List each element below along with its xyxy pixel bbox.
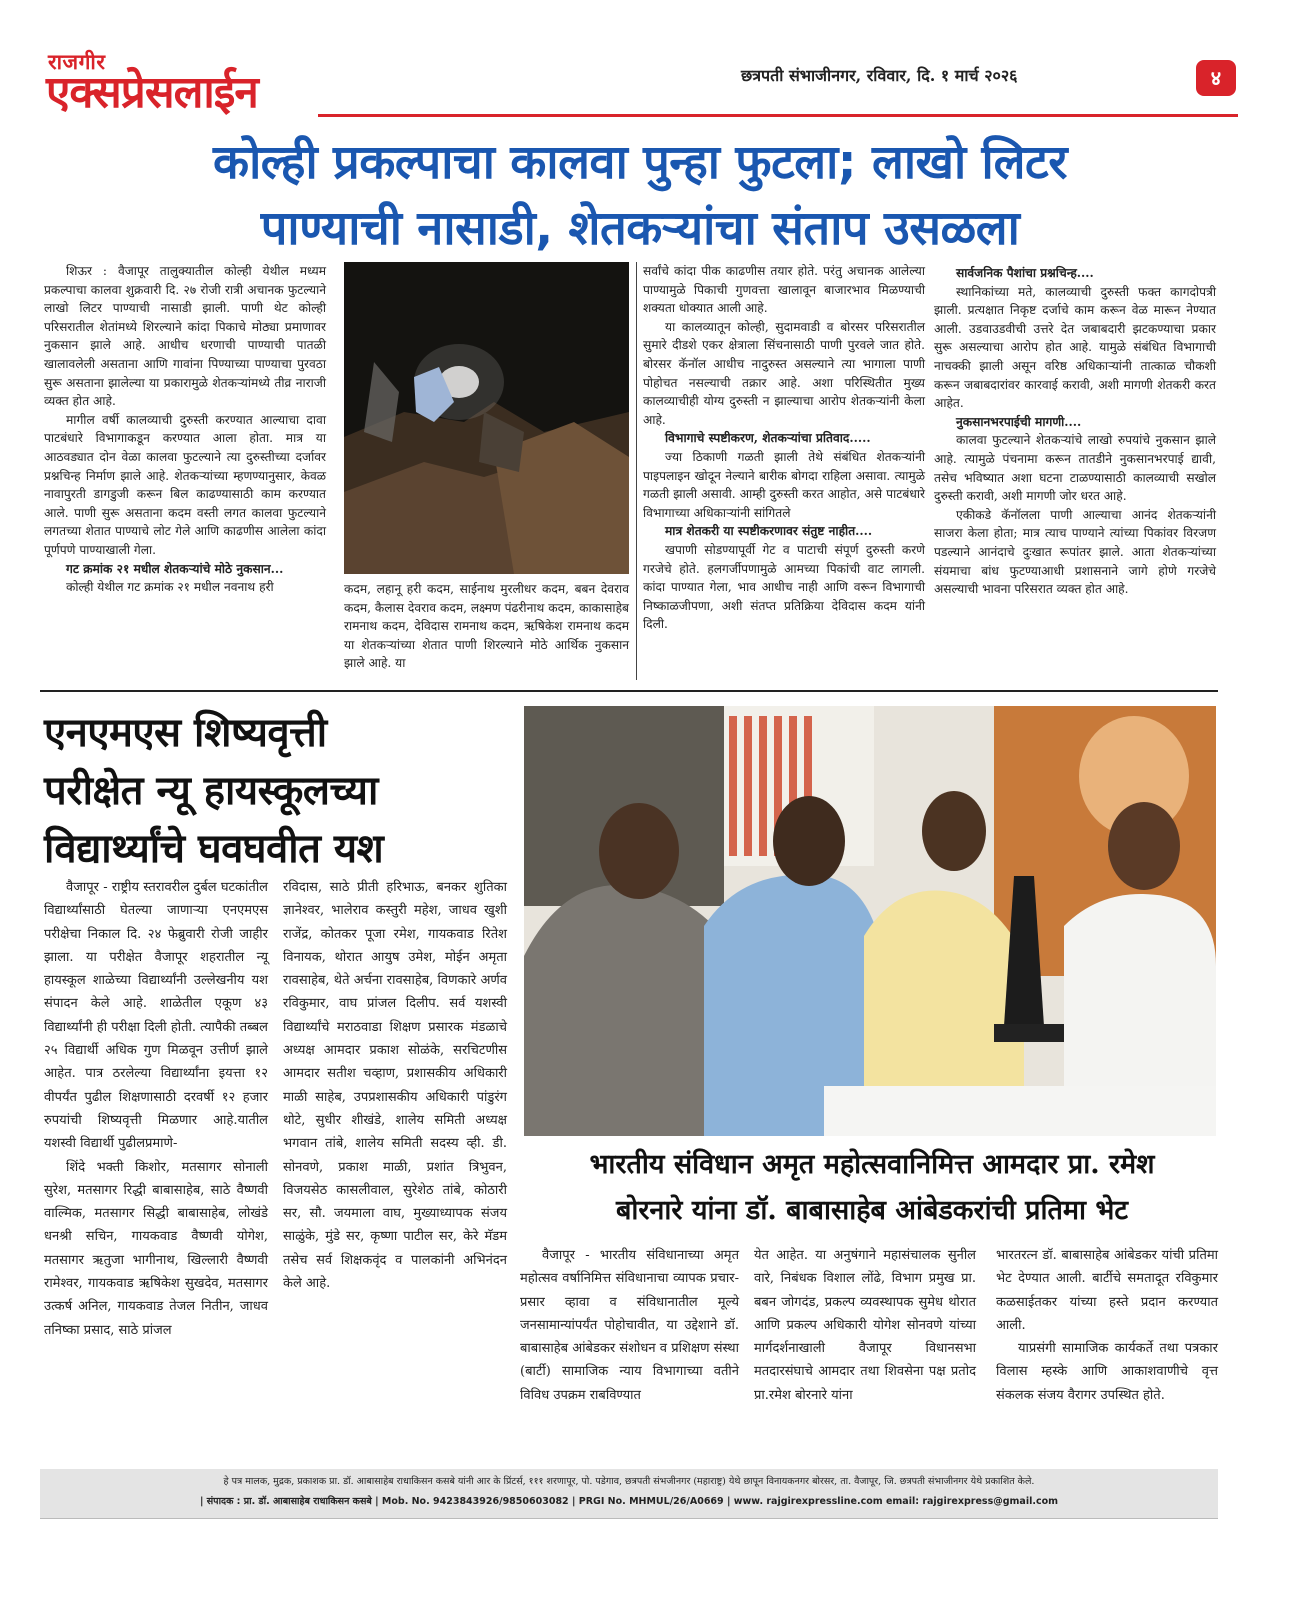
paragraph: रविदास, साठे प्रीती हरिभाऊ, बनकर शुतिका ज्ञानेश्वर, भालेराव कस्तुरी महेश, जाधव खुशी राजेंद्र, कोतकर पूजा रमेश, गायकवाड रितेश विनायक, थोरात आयुष उमेश, मोईन अमृता रावसाहेब, थेते अर्चना रावसाहेब, विणकारे अर्णव रविकुमार, वाघ प्रांजल दिलीप. सर्व यशस्वी विद्यार्थ्यांचे मराठवाडा शिक्षण प्रसारक मंडळाचे अध्यक्ष आमदार प्रकाश सोळंके, सरचिटणीस आमदार सतीश चव्हाण, प्रशासकीय अधिकारी माळी साहेब, उपप्रशासकीय अधिकारी पांडुरंग थोटे, सुधीर शीखंडे, शालेय समिती अध्यक्ष भगवान तांबे, शालेय समिती सदस्य व्ही. डी. सोनवणे, प्रकाश माळी, प्रशांत त्रिभुवन, विजयसेठ कासलीवाल, सुरेशेठ तांबे, कोठारी सर, सौ. जयमाला वाघ, मुख्याध्यापक संजय साळुंके, मुंडे सर, कृष्णा पाटील सर, केरे मॅडम तसेच सर्व शिक्षकवृंद व पालकांनी अभिनंदन केले आहे. [283,880,507,1292]
contact-line: | संपादक : प्रा. डॉ. आबासाहेब राधाकिसन कसबे | Mob. No. 9423843926/9850603082 | PRGI No. MHMUL/26/A0669 | www. rajgirexpressline.com email: rajgirexpress@gmail.com [199,1496,1059,1507]
canal-breach-night-photo [344,262,629,574]
story2-headline [44,704,514,878]
paragraph: याप्रसंगी सामाजिक कार्यकर्ते तथा पत्रकार विलास म्हस्के आणि आकाशवाणीचे वृत्त संकलक संजय वैरागर उपस्थित होते. [996,1341,1218,1403]
paragraph: वैजापूर - भारतीय संविधानाच्या अमृत महोत्सव वर्षानिमित्त संविधानाचा व्यापक प्रचार-प्रसार व्हावा व संविधानातील मूल्ये जनसामान्यांपर्यंत पोहोचावीत, या उद्देशाने डॉ. बाबासाहेब आंबेडकर संशोधन व प्रशिक्षण संस्था (बार्टी) सामाजिक न्याय विभागाच्या वतीने विविध उपक्रम राबविण्यात [520,1248,739,1403]
story3-column-3 [996,1244,1218,1464]
story1-column-2 [344,580,629,682]
story2-headline-line2: परीक्षेत न्यू हायस्कूलच्या [44,768,378,814]
paragraph: वैजापूर - राष्ट्रीय स्तरावरील दुर्बल घटकांतील विद्यार्थ्यांसाठी घेतल्या जाणाऱ्या एनएमएस परीक्षेचा निकाल दि. २४ फेब्रुवारी रोजी जाहीर झाला. या परीक्षेत वैजापूर शहरातील न्यू हायस्कूल शाळेच्या विद्यार्थ्यांनी उल्लेखनीय यश संपादन केले आहे. शाळेतील एकूण ४३ विद्यार्थ्यांनी ही परीक्षा दिली होती. त्यापैकी तब्बल २५ विद्यार्थी अधिक गुण मिळवून उत्तीर्ण झाले आहेत. पात्र ठरलेल्या विद्यार्थ्यांना इयत्ता १२ वीपर्यंत पुढील शिक्षणासाठी दरवर्षी १२ हजार रुपयांची शिष्यवृत्ती मिळणार आहे.यातील यशस्वी विद्यार्थी पुढीलप्रमाणे- [44,880,268,1152]
dateline: छत्रपती संभाजीनगर, रविवार, दि. १ मार्च २०२६ [741,66,1018,85]
subheading: मात्र शेतकरी या स्पष्टीकरणावर संतुष्ट नाहीत.... [665,524,873,539]
imprint-line: हे पत्र मालक, मुद्रक, प्रकाशक प्रा. डॉ. आबासाहेब राधाकिसन कसबे यांनी आर के प्रिंटर्स, १११ शरणापूर, पो. पडेगाव, छत्रपती संभजीनगर (महाराष्ट्र) येथे छापून विनायकनगर बोरसर, ता. वैजापूर, जि. छत्रपती संभाजीनगर येथे प्रकाशित केले. [223,1476,1035,1487]
story2-column-1 [44,876,268,1466]
story3-headline-line1: भारतीय संविधान अमृत महोत्सवानिमित्त आमदार प्रा. रमेश [589,1149,1155,1180]
paragraph: कोल्ही येथील गट क्रमांक २१ मधील नवनाथ हरी [66,580,274,595]
canal-photo-graphic [344,262,629,574]
paragraph: शिंदे भक्ती किशोर, मतसागर सोनाली सुरेश, मतसागर रिद्धी बाबासाहेब, साठे वैष्णवी वाल्मिक, मतसागर सिद्धी बाबासाहेब, लोखंडे धनश्री सचिन, गायकवाड वैष्णवी योगेश, मतसागर ऋतुजा भागीनाथ, खिल्लारी वैष्णवी रामेश्वर, गायकवाड ऋषिकेश सुखदेव, मतसागर उत्कर्ष अनिल, गायकवाड तेजल नितीन, जाधव तनिष्का प्रसाद, साठे प्रांजल [44,1159,268,1338]
statue-presentation-photo [524,706,1216,1136]
story1-headline-line1: कोल्ही प्रकल्पाचा कालवा पुन्हा फुटला; लाखो लिटर [213,135,1067,190]
story1-headline-line2: पाण्याची नासाडी, शेतकऱ्यांचा संताप उसळला [260,201,1020,256]
paragraph: या कालव्यातून कोल्ही, सुदामवाडी व बोरसर परिसरातील सुमारे दीडशे एकर क्षेत्राला सिंचनासाठी पाणी पुरवले जात होते. बोरसर कॅनॉल आधीच नादुरुस्त असल्याने त्या भागाला पाणी पोहोचत नसल्याची तक्रार आहे. अशा परिस्थितीत मुख्य कालव्याचीही योग्य दुरुस्ती न झाल्याचा आरोप शेतकऱ्यांनी केला आहे. [643,319,925,427]
newspaper-logo: एक्सप्रेसलाईन [46,67,258,118]
story1-column-4 [934,264,1216,684]
paragraph: मागील वर्षी कालव्याची दुरुस्ती करण्यात आल्याचा दावा पाटबंधारे विभागाकडून करण्यात आला होता. मात्र या आठवड्यात दोन वेळा कालवा फुटल्याने त्या दुरुस्तीच्या दर्जावर प्रश्नचिन्ह निर्माण झाले आहे. शेतकऱ्यांच्या म्हणण्यानुसार, केवळ नावापुरती डागडुजी करून बिल काढण्यासाठी काम करण्यात आले. पाणी सुरू असताना कदम वस्ती लगत कालवा फुटल्याने लगतच्या शेतात पाण्याचे लोट गेले आणि काढणीस आलेला कांदा पूर्णपणे पाण्याखाली गेला. [44,412,326,557]
story3-column-1 [520,1244,739,1464]
story2-headline-line1: एनएमएस शिष्यवृत्ती [44,710,327,756]
paragraph: एकीकडे कॅनॉलला पाणी आल्याचा आनंद शेतकऱ्यांनी साजरा केला होता; मात्र त्याच पाण्याने त्यांच्या पिकांवर विरजण पडल्याने आनंदाचे दुःखात रूपांतर झाले. आता शेतकऱ्यांच्या संयमाचा बांध फुटण्याआधी प्रशासनाने जागे होणे गरजेचे असल्याची भावना परिसरात व्यक्त होत आहे. [934,507,1216,597]
paragraph: शिऊर : वैजापूर तालुक्यातील कोल्ही येथील मध्यम प्रकल्पाचा कालवा शुक्रवारी दि. २७ रोजी रात्री अचानक फुटल्याने लाखो लिटर पाण्याची नासाडी झाली. पाणी थेट कोल्ही परिसरातील शेतांमध्ये शिरल्याने कांदा पिकाचे मोठ्या प्रमाणावर नुकसान झाले आहे. आधीच धरणाची पाण्याची पातळी खालावलेली असताना आणि गावांना पिण्याच्या पाण्याचा पुरवठा सुरू असताना झालेल्या या प्रकारामुळे शेतकऱ्यांमध्ये तीव्र नाराजी व्यक्त होत आहे. [44,264,326,409]
paragraph: स्थानिकांच्या मते, कालव्याची दुरुस्ती फक्त कागदोपत्री झाली. प्रत्यक्षात निकृष्ट दर्जाचे काम करून वेळ मारून नेण्यात आली. उडवाउडवीची उत्तरे देत जबाबदारी झटकण्याचा प्रकार सुरू असल्याचा आरोप होत आहे. यामुळे संबंधित विभागाची नाचक्की झाली असून वरिष्ठ अधिकाऱ्यांनी तात्काळ चौकशी करून जबाबदारांवर कारवाई करावी, अशी मागणी शेतकरी करत आहेत. [934,284,1216,411]
story2-column-2 [283,876,507,1466]
presentation-photo-graphic [524,706,1216,1136]
story3-headline-line2: बोरनारे यांना डॉ. बाबासाहेब आंबेडकरांची प्रतिमा भेट [615,1195,1128,1226]
masthead [46,44,1241,124]
story1-headline [40,130,1240,262]
page-number-badge: ४ [1196,60,1236,96]
subheading: नुकसानभरपाईची मागणी.... [956,414,1082,429]
subheading: गट क्रमांक २१ मधील शेतकऱ्यांचे मोठे नुकसान... [66,561,284,576]
story2-headline-line3: विद्यार्थ्यांचे घवघवीत यश [44,826,384,872]
paragraph: भारतरत्न डॉ. बाबासाहेब आंबेडकर यांची प्रतिमा भेट देण्यात आली. बार्टीचे समतादूत रविकुमार कळसाईतकर यांच्या हस्ते प्रदान करण्यात आली. [996,1248,1218,1333]
paragraph: खपाणी सोडण्यापूर्वी गेट व पाटाची संपूर्ण दुरुस्ती करणे गरजेचे होते. हलगर्जीपणामुळे आमच्या पिकांची वाट लागली. कांदा पाण्यात गेला, भाव आधीच नाही आणि वरून विभागाची निष्काळजीपणा, अशी संतप्त प्रतिक्रिया देविदास कदम यांनी दिली. [643,542,925,632]
subheading: सार्वजनिक पैशांचा प्रश्नचिन्ह.... [956,266,1094,280]
paragraph: ज्या ठिकाणी गळती झाली तेथे संबंधित शेतकऱ्यांनी पाइपलाइन खोदून नेल्याने बारीक बोगदा राहिला असावा. त्यामुळे गळती झाली असावी. आम्ही दुरुस्ती करत आहोत, असे पाटबंधारे विभागाच्या अधिकाऱ्यांनी सांगितले [643,449,925,520]
subheading: विभागाचे स्पष्टीकरण, शेतकऱ्यांचा प्रतिवाद..... [665,431,871,446]
section-divider [40,690,1218,692]
paragraph: कालवा फुटल्याने शेतकऱ्यांचे लाखो रुपयांचे नुकसान झाले आहे. त्यामुळे पंचनामा करून तातडीने नुकसानभरपाई द्यावी, तसेच भविष्यात अशा घटना टाळण्यासाठी कालव्याची सखोल दुरुस्ती करावी, अशी मागणी जोर धरत आहे. [934,433,1216,504]
story1-column-1 [44,262,326,682]
paragraph: कदम, लहानू हरी कदम, साईनाथ मुरलीधर कदम, बबन देवराव कदम, कैलास देवराव कदम, लक्ष्मण पंढरीनाथ कदम, काकासाहेब रामनाथ कदम, देविदास रामनाथ कदम, ऋषिकेश रामनाथ कदम या शेतकऱ्यांच्या शेतात पाणी शिरल्याने मोठे आर्थिक नुकसान झाले आहे. या [344,582,629,671]
story3-headline [526,1142,1218,1234]
masthead-rule [318,114,1238,117]
story3-column-2 [754,1244,976,1464]
paragraph: येत आहेत. या अनुषंगाने महासंचालक सुनील वारे, निबंधक विशाल लोंढे, विभाग प्रमुख प्रा. बबन जोगदंड, प्रकल्प व्यवस्थापक सुमेध थोरात आणि प्रकल्प अधिकारी योगेश सोनवणे यांच्या मार्गदर्शनाखाली वैजापूर विधानसभा मतदारसंघाचे आमदार तथा शिवसेना पक्ष प्रतोद प्रा.रमेश बोरनारे यांना [754,1248,976,1403]
paragraph: सर्वांचे कांदा पीक काढणीस तयार होते. परंतु अचानक आलेल्या पाण्यामुळे पिकाची गुणवत्ता खालावून बाजारभाव मिळण्याची शक्यता धोक्यात आली आहे. [643,264,925,316]
imprint-footer [40,1469,1218,1519]
column-divider [636,262,637,680]
story1-column-3 [643,262,925,682]
logo-top-text: राजगीर [48,50,106,74]
